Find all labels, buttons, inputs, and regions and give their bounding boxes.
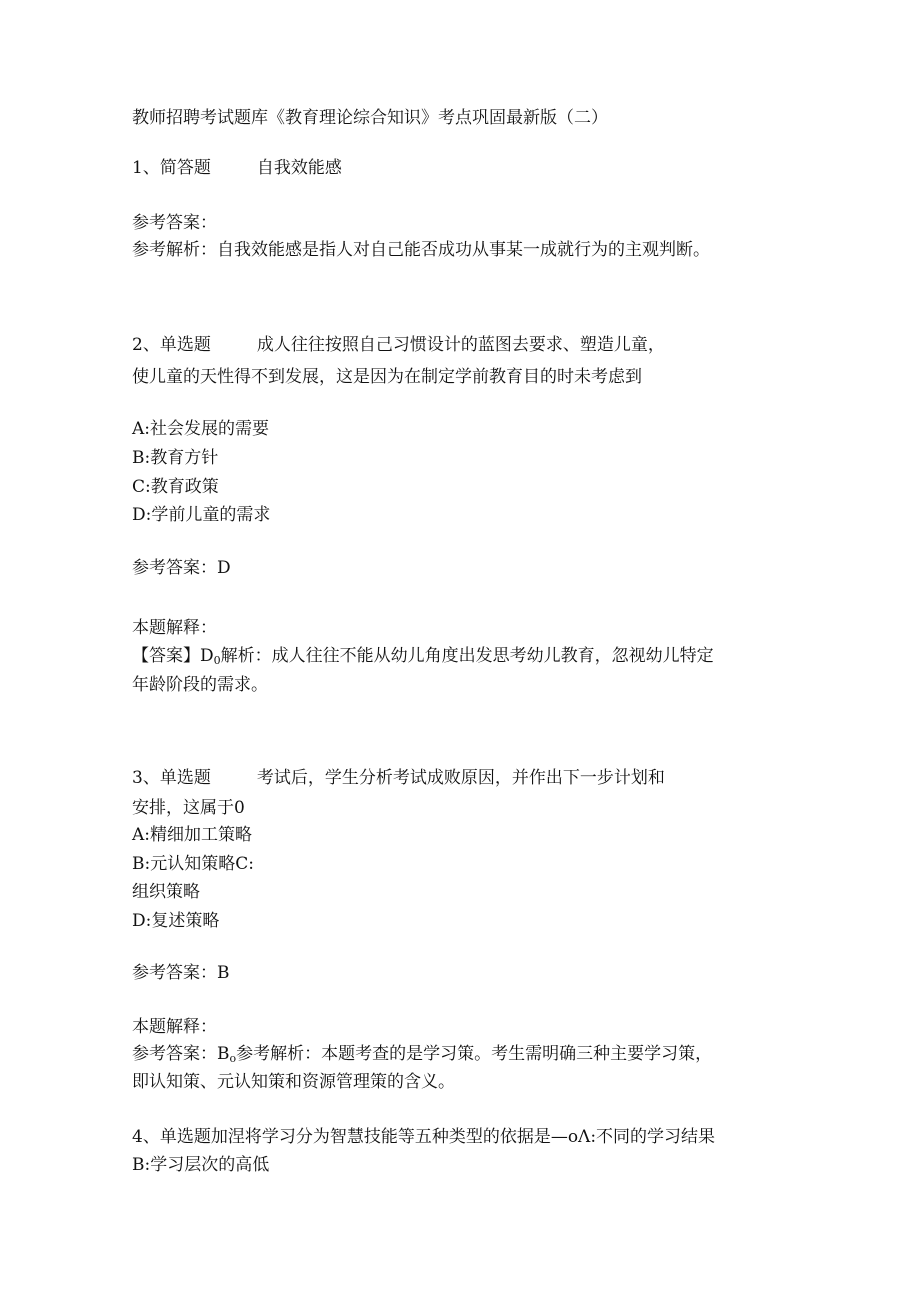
question-3-explain-line-2: 即认知策、元认知策和资源管理策的含义。	[132, 1072, 455, 1092]
question-2-type: 2、单选题	[132, 335, 211, 355]
question-2-explain-subscript: 0	[213, 654, 221, 667]
question-2-explain-label: 本题解释：	[132, 618, 217, 638]
question-3-option-d: D:复述策略	[132, 911, 220, 931]
question-4-line-1: 4、单选题加涅将学习分为智慧技能等五种类型的依据是—oΛ:不同的学习结果	[132, 1127, 716, 1147]
question-2-stem-line-2: 使儿童的天性得不到发展，这是因为在制定学前教育目的时未考虑到	[132, 367, 642, 387]
question-2-option-d: D:学前儿童的需求	[132, 505, 271, 525]
question-3-explain-line-1	[132, 1043, 712, 1070]
question-2-explain-line-1	[132, 645, 714, 672]
question-1-header	[132, 157, 342, 179]
question-2-explain-text: 解析：成人往往不能从幼儿角度出发思考幼儿教育，忽视幼儿特定	[220, 646, 714, 666]
question-2-answer: 参考答案：D	[132, 558, 231, 578]
question-2-explain-answer: 【答案】D	[132, 646, 214, 666]
question-4-line-2: B:学习层次的高低	[132, 1155, 270, 1175]
question-2-explain-line-2: 年龄阶段的需求。	[132, 675, 268, 695]
question-3-explain-label: 本题解释：	[132, 1017, 217, 1037]
question-1-stem: 自我效能感	[256, 158, 342, 178]
question-3-explain-subscript: o	[229, 1052, 237, 1065]
question-2-header	[132, 334, 665, 356]
question-3-stem-line-1: 考试后，学生分析考试成败原因，并作出下一步计划和	[256, 768, 665, 788]
question-3-option-a: A:精细加工策略	[132, 825, 253, 845]
question-3-header	[132, 767, 665, 789]
question-3-option-b: B:元认知策略C:	[132, 854, 254, 874]
question-3-answer: 参考答案：B	[132, 963, 230, 983]
question-1-answer: 参考答案：	[132, 213, 217, 233]
question-1-type: 1、简答题	[132, 158, 211, 178]
question-3-explain-text: 参考解析：本题考查的是学习策。考生需明确三种主要学习策，	[236, 1044, 713, 1064]
document-title: 教师招聘考试题库《教育理论综合知识》考点巩固最新版（二）	[132, 108, 608, 128]
question-3-option-c: 组织策略	[132, 882, 200, 902]
question-2-stem-line-1: 成人往往按照自己习惯设计的蓝图去要求、塑造儿童，	[256, 335, 665, 355]
question-3-type: 3、单选题	[132, 768, 211, 788]
question-3-stem-line-2: 安排，这属于0	[132, 798, 245, 818]
question-2-option-b: B:教育方针	[132, 448, 219, 468]
question-2-option-c: C:教育政策	[132, 477, 219, 497]
question-1-analysis: 参考解析：自我效能感是指人对自己能否成功从事某一成就行为的主观判断。	[132, 240, 710, 260]
question-3-explain-answer: 参考答案：B	[132, 1044, 230, 1064]
question-2-option-a: A:社会发展的需要	[132, 419, 270, 439]
